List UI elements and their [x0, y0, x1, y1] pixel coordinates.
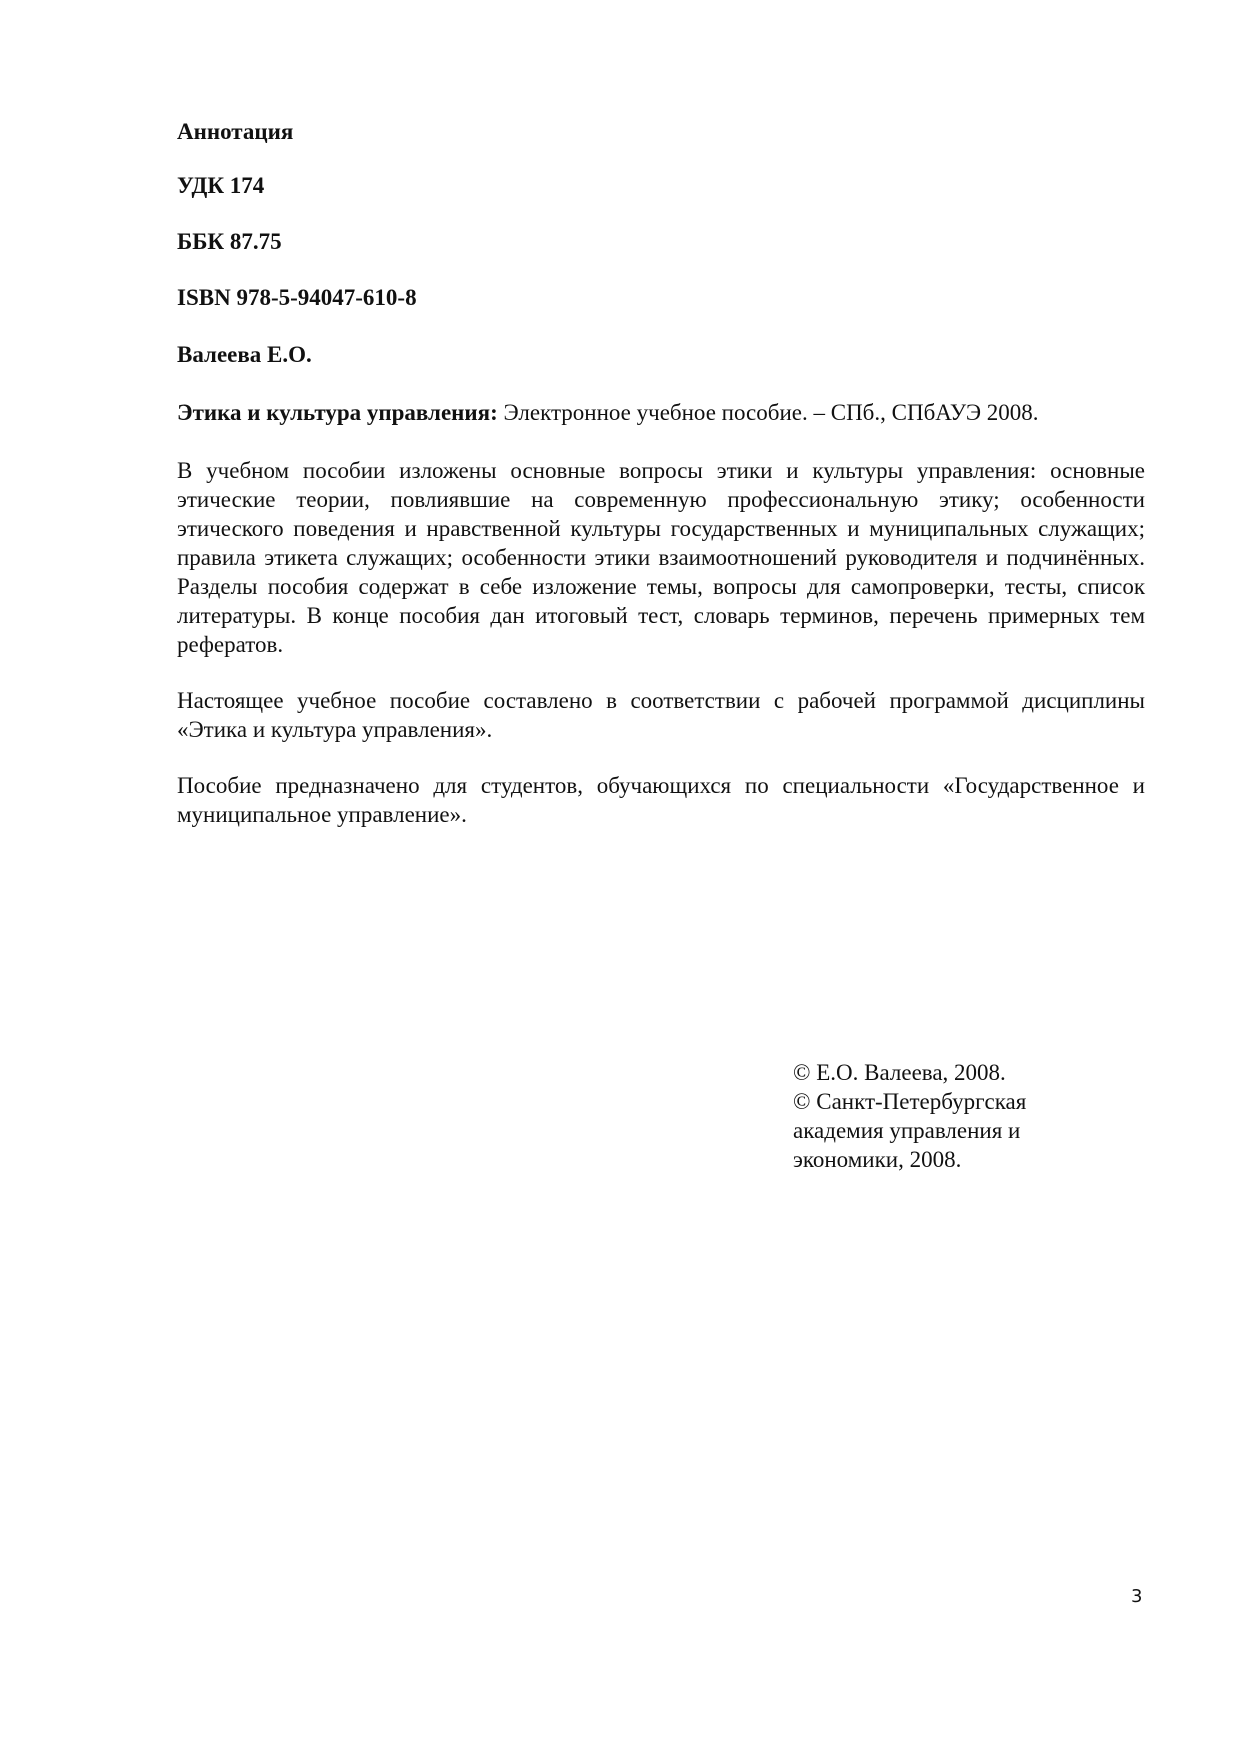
annotation-paragraph-2 [177, 686, 1145, 744]
annotation-paragraph-1 [177, 456, 1145, 659]
copyright-line-academy-end: экономики, 2008. [793, 1147, 962, 1172]
annotation-heading: Аннотация [177, 119, 294, 144]
citation-rest: Электронное учебное пособие. – СПб., СПбАУЭ 2008. [497, 400, 1039, 425]
citation-title: Этика и культура управления: [177, 400, 498, 425]
paragraph-text: Пособие предназначено для студентов, обучающихся по специальности «Государственное и муниципальное управление». [177, 773, 1145, 827]
author-name: Валеева Е.О. [177, 342, 312, 367]
udk-code: УДК 174 [177, 173, 265, 198]
page-number: 3 [1131, 1586, 1143, 1607]
copyright-line-academy-cont: академия управления и [793, 1118, 1021, 1143]
copyright-line-academy: © Санкт-Петербургская [793, 1089, 1027, 1114]
paragraph-text: Настоящее учебное пособие составлено в соответствии с рабочей программой дисциплины «Этика и культура управления». [177, 688, 1145, 742]
copyright-line-author: © Е.О. Валеева, 2008. [793, 1060, 1006, 1085]
annotation-paragraph-3 [177, 771, 1145, 829]
paragraph-text: В учебном пособии изложены основные вопросы этики и культуры управления: основные этические теории, повлиявшие на современную профессиональную этику; особенности этического поведения и нравственной культуры государственных и муниципальных служащих; правила этикета служащих; особенности этики взаимоотношений руководителя и подчинённых. Разделы пособия содержат в себе изложение темы, вопросы для самопроверки, тесты, список литературы. В конце пособия дан итоговый тест, словарь терминов, перечень примерных тем рефератов. [177, 458, 1145, 657]
bbk-code: ББК 87.75 [177, 229, 282, 254]
copyright-block [793, 1058, 1093, 1174]
citation-line [177, 398, 1145, 427]
isbn-code: ISBN 978-5-94047-610-8 [177, 285, 417, 310]
